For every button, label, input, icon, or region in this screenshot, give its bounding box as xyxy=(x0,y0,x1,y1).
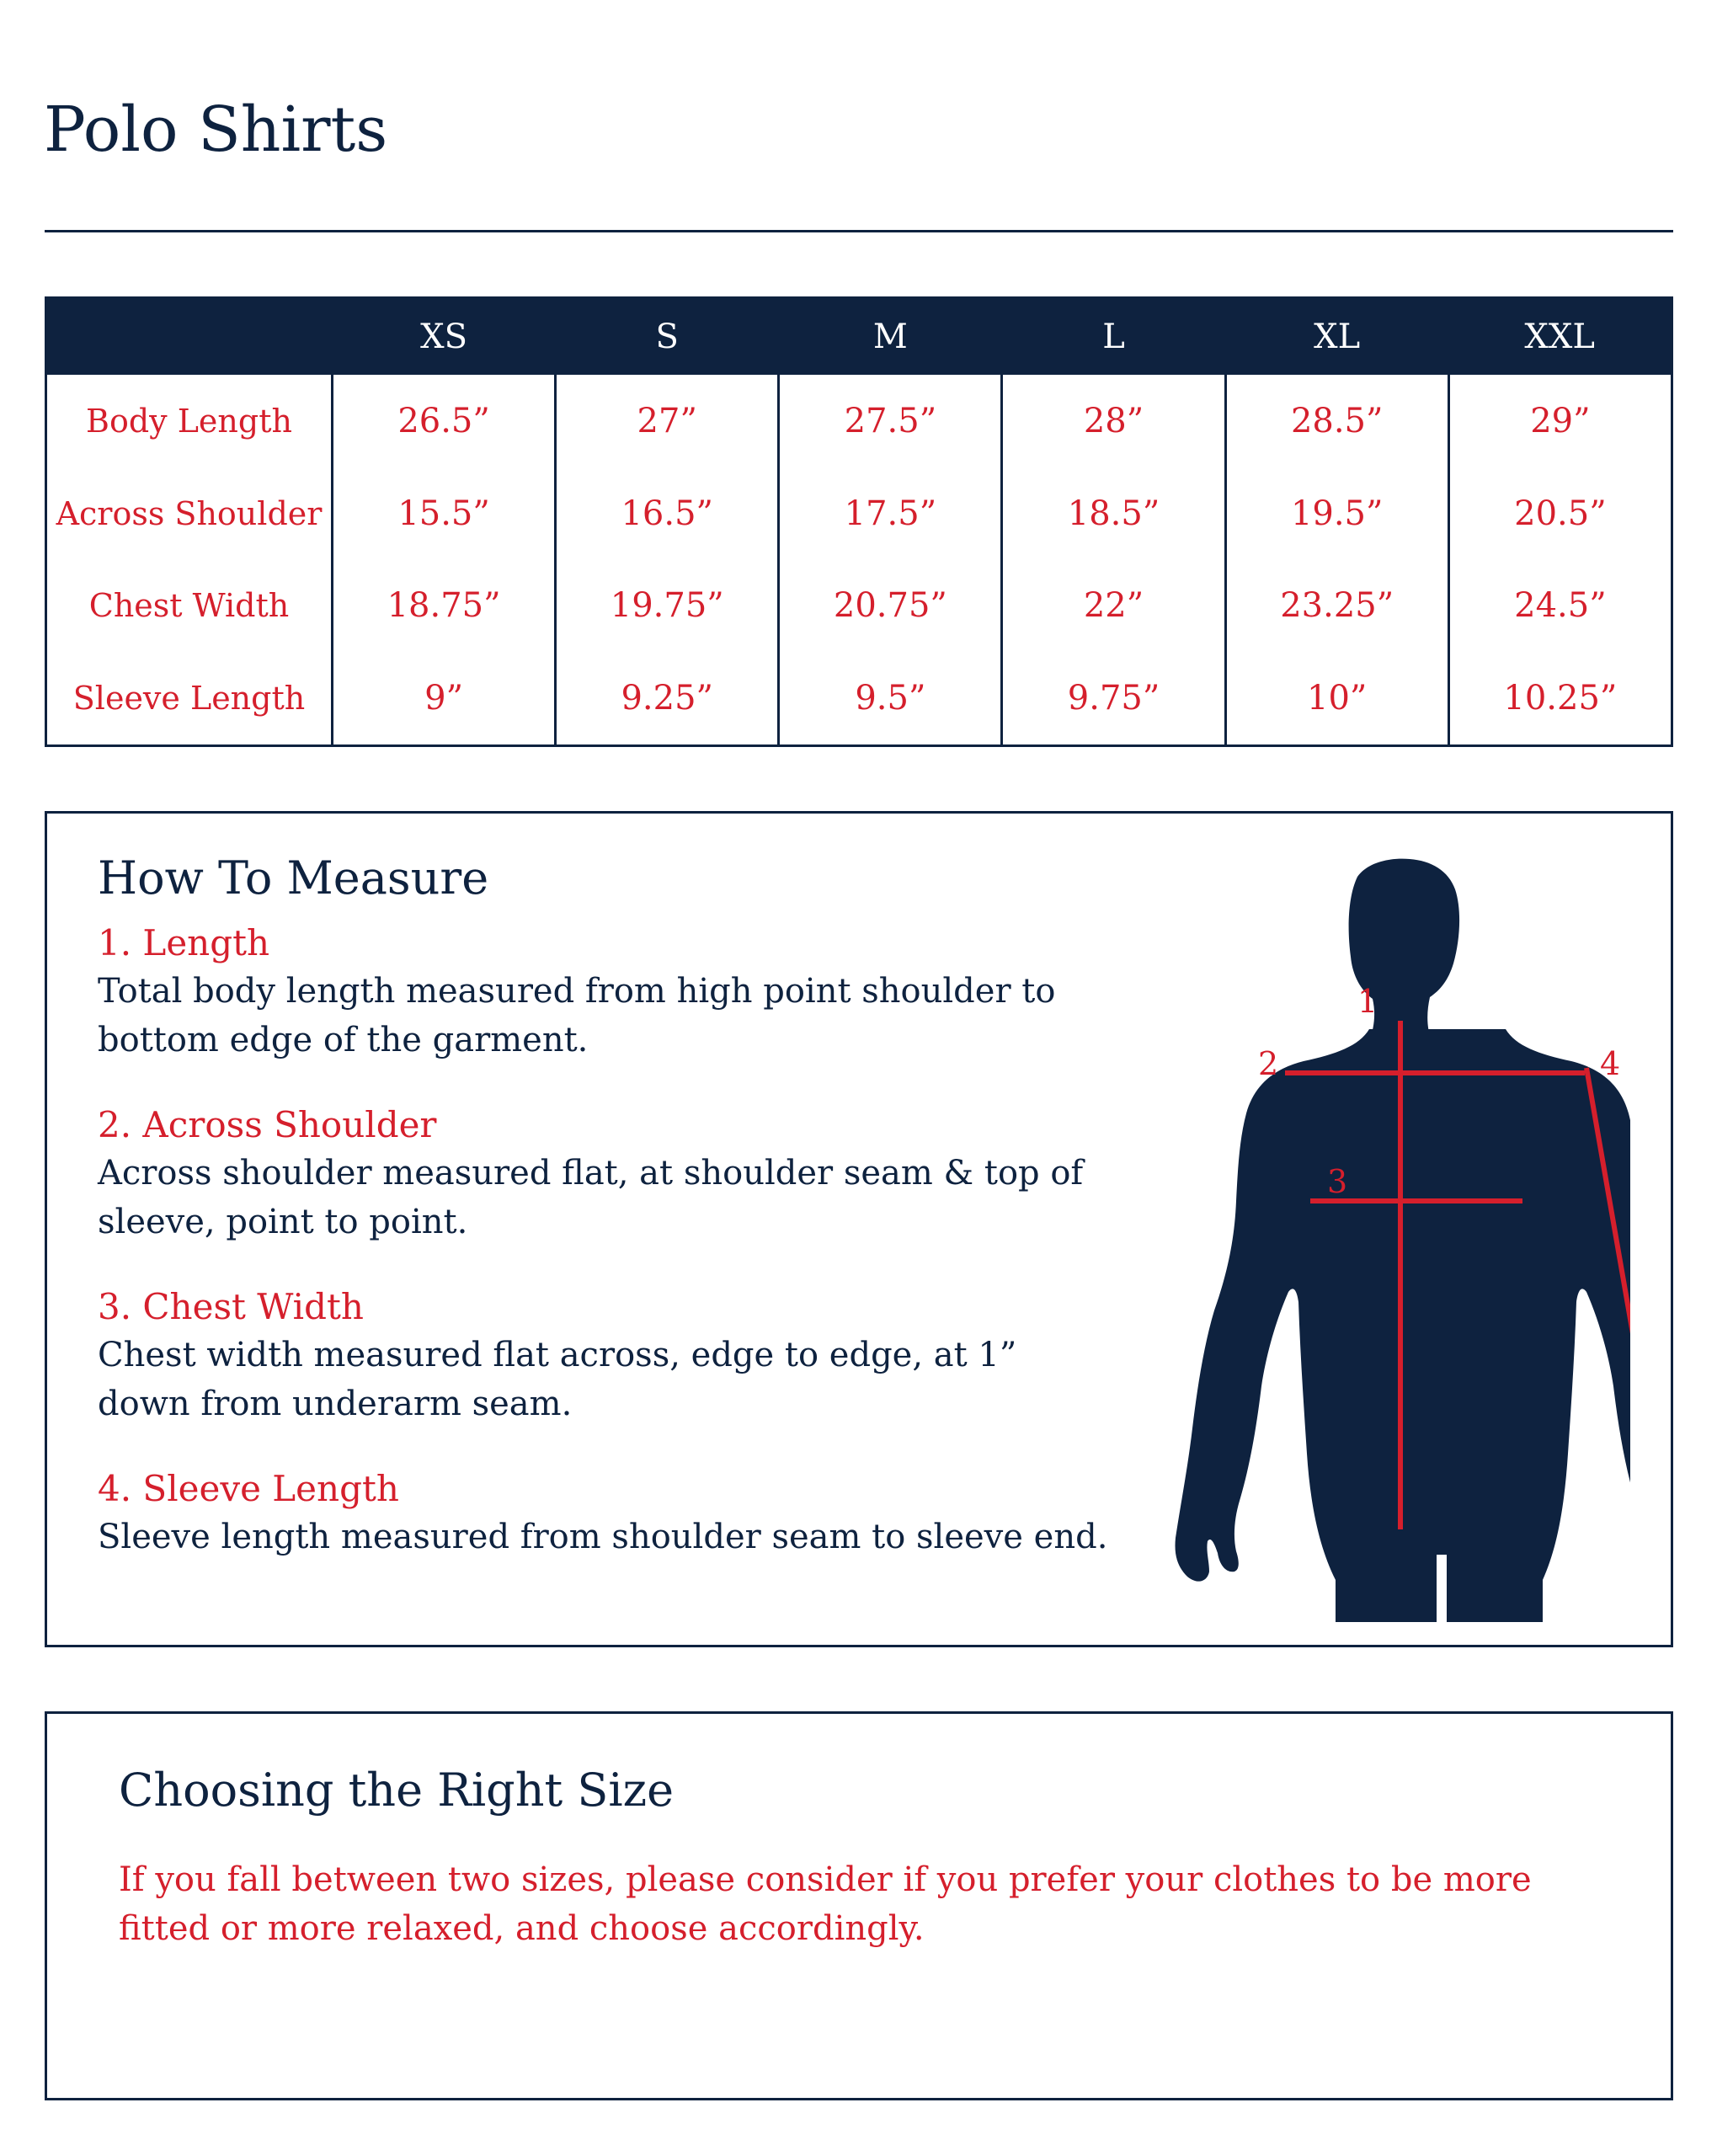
choosing-size-heading: Choosing the Right Size xyxy=(119,1764,675,1817)
table-cell: 19.5” xyxy=(1225,467,1448,560)
size-header-xxl: XXL xyxy=(1448,298,1672,376)
page-title: Polo Shirts xyxy=(44,93,388,166)
size-header-m: M xyxy=(779,298,1002,376)
table-cell: 20.5” xyxy=(1448,467,1672,560)
label-3: 3 xyxy=(1327,1163,1348,1200)
size-header-s: S xyxy=(556,298,779,376)
step-description: Across shoulder measured flat, at shoulder seam & top of sleeve, point to point. xyxy=(98,1154,1084,1241)
size-header-l: L xyxy=(1002,298,1225,376)
size-header-row xyxy=(46,298,1672,376)
step-title: 4. Sleeve Length xyxy=(98,1468,399,1509)
row-label: Across Shoulder xyxy=(56,494,323,532)
table-row-sleeve-length xyxy=(46,652,1672,745)
size-header-xs: XS xyxy=(333,298,556,376)
table-cell: 19.75” xyxy=(556,559,779,652)
label-4: 4 xyxy=(1600,1045,1621,1082)
measure-step-length xyxy=(98,920,1108,1065)
measure-step-sleeve-length xyxy=(98,1465,1108,1561)
header-empty-cell xyxy=(46,298,333,376)
table-cell: 17.5” xyxy=(779,467,1002,560)
step-description: Chest width measured flat across, edge to edge, at 1” down from underarm seam. xyxy=(98,1336,1017,1423)
table-cell: 9.75” xyxy=(1002,652,1225,745)
row-label: Sleeve Length xyxy=(72,680,306,718)
table-cell: 24.5” xyxy=(1448,559,1672,652)
table-row-body-length xyxy=(46,375,1672,467)
step-title: 1. Length xyxy=(98,922,270,963)
step-title: 3. Chest Width xyxy=(98,1286,364,1327)
measure-step-chest-width xyxy=(98,1283,1108,1428)
table-cell: 9” xyxy=(333,652,556,745)
body-measurement-figure xyxy=(1159,847,1630,1622)
table-row-across-shoulder xyxy=(46,467,1672,560)
table-cell: 18.5” xyxy=(1002,467,1225,560)
table-cell: 27.5” xyxy=(779,375,1002,467)
table-cell: 27” xyxy=(556,375,779,467)
table-cell: 26.5” xyxy=(333,375,556,467)
size-header-xl: XL xyxy=(1225,298,1448,376)
table-cell: 10” xyxy=(1225,652,1448,745)
table-cell: 15.5” xyxy=(333,467,556,560)
row-label: Body Length xyxy=(86,402,292,440)
table-cell: 22” xyxy=(1002,559,1225,652)
table-cell: 23.25” xyxy=(1225,559,1448,652)
measure-step-across-shoulder xyxy=(98,1102,1108,1246)
size-chart-table xyxy=(45,296,1673,747)
table-cell: 29” xyxy=(1448,375,1672,467)
step-description: Sleeve length measured from shoulder seam to sleeve end. xyxy=(98,1518,1108,1556)
step-description: Total body length measured from high point shoulder to bottom edge of the garment. xyxy=(98,972,1056,1059)
how-to-measure-panel xyxy=(45,811,1673,1647)
table-row-chest-width xyxy=(46,559,1672,652)
table-cell: 9.25” xyxy=(556,652,779,745)
table-cell: 28” xyxy=(1002,375,1225,467)
table-cell: 16.5” xyxy=(556,467,779,560)
title-divider xyxy=(45,230,1673,232)
table-cell: 28.5” xyxy=(1225,375,1448,467)
table-cell: 18.75” xyxy=(333,559,556,652)
how-to-measure-heading: How To Measure xyxy=(98,851,489,905)
choosing-size-text: If you fall between two sizes, please consider if you prefer your clothes to be more fitted or more relaxed, and choose accordingly. xyxy=(119,1860,1532,1948)
table-cell: 20.75” xyxy=(779,559,1002,652)
row-label: Chest Width xyxy=(88,587,290,625)
table-cell: 9.5” xyxy=(779,652,1002,745)
label-1: 1 xyxy=(1357,983,1378,1020)
choosing-size-panel xyxy=(45,1711,1673,2100)
step-title: 2. Across Shoulder xyxy=(98,1104,437,1145)
measure-steps-list xyxy=(98,920,1108,1598)
label-2: 2 xyxy=(1258,1045,1279,1082)
table-cell: 10.25” xyxy=(1448,652,1672,745)
